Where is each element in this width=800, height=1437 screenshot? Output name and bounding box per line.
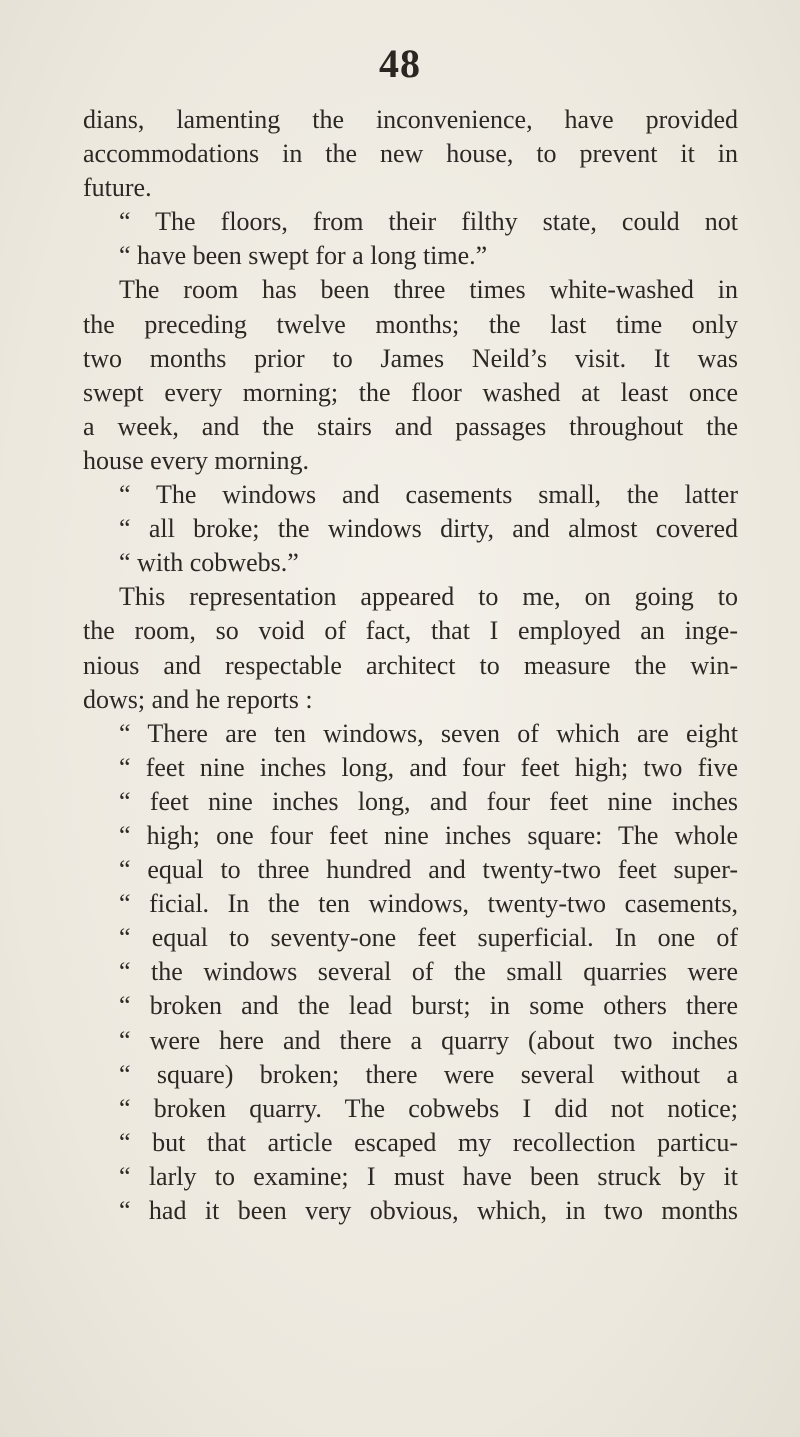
text-line: future.	[83, 173, 152, 203]
text-line: “ but that article escaped my recollection particu-	[119, 1127, 738, 1157]
text-line: “ feet nine inches long, and four feet nine inches	[119, 786, 738, 816]
text-line: dows; and he reports :	[83, 684, 313, 714]
text-line: The room has been three times white-washed in	[119, 275, 738, 305]
text-line: two months prior to James Neild’s visit. It was	[83, 343, 738, 373]
text-line: a week, and the stairs and passages throughout the	[83, 411, 738, 441]
text-line: the preceding twelve months; the last time only	[83, 309, 738, 339]
text-line: “ There are ten windows, seven of which are eight	[119, 718, 738, 748]
text-line: “ were here and there a quarry (about two inches	[119, 1025, 738, 1055]
text-line: “ feet nine inches long, and four feet high; two five	[119, 752, 738, 782]
text-line: “ The floors, from their filthy state, could not	[119, 207, 738, 237]
text-line: “ the windows several of the small quarries were	[119, 957, 738, 987]
text-line: “ all broke; the windows dirty, and almost covered	[119, 514, 738, 544]
text-line: house every morning.	[83, 445, 310, 475]
text-line: the room, so void of fact, that I employed an inge-	[83, 616, 738, 646]
text-line: “ with cobwebs.”	[119, 548, 299, 578]
text-line: dians, lamenting the inconvenience, have provided	[83, 105, 738, 134]
text-line: “ equal to seventy-one feet superficial. In one of	[119, 923, 738, 953]
text-line: “ square) broken; there were several without a	[119, 1059, 738, 1089]
text-line: “ have been swept for a long time.”	[119, 241, 488, 271]
text-line: accommodations in the new house, to prevent it in	[83, 139, 738, 169]
text-line: swept every morning; the floor washed at least once	[83, 377, 738, 407]
text-line: “ high; one four feet nine inches square: The whole	[119, 820, 738, 850]
text-line: “ broken and the lead burst; in some others there	[119, 991, 738, 1021]
text-line: “ The windows and casements small, the latter	[119, 480, 738, 510]
text-line: “ equal to three hundred and twenty-two feet super-	[119, 855, 738, 885]
text-line: This representation appeared to me, on going to	[119, 582, 738, 612]
text-line: “ larly to examine; I must have been struck by it	[119, 1161, 738, 1191]
text-line: “ had it been very obvious, which, in two months	[119, 1196, 738, 1225]
text-line: nious and respectable architect to measure the win-	[83, 650, 738, 680]
text-line: “ ficial. In the ten windows, twenty-two casements,	[119, 889, 738, 919]
text-line: “ broken quarry. The cobwebs I did not notice;	[119, 1093, 738, 1123]
page-number: 48	[379, 41, 421, 86]
body-text	[83, 103, 738, 1228]
